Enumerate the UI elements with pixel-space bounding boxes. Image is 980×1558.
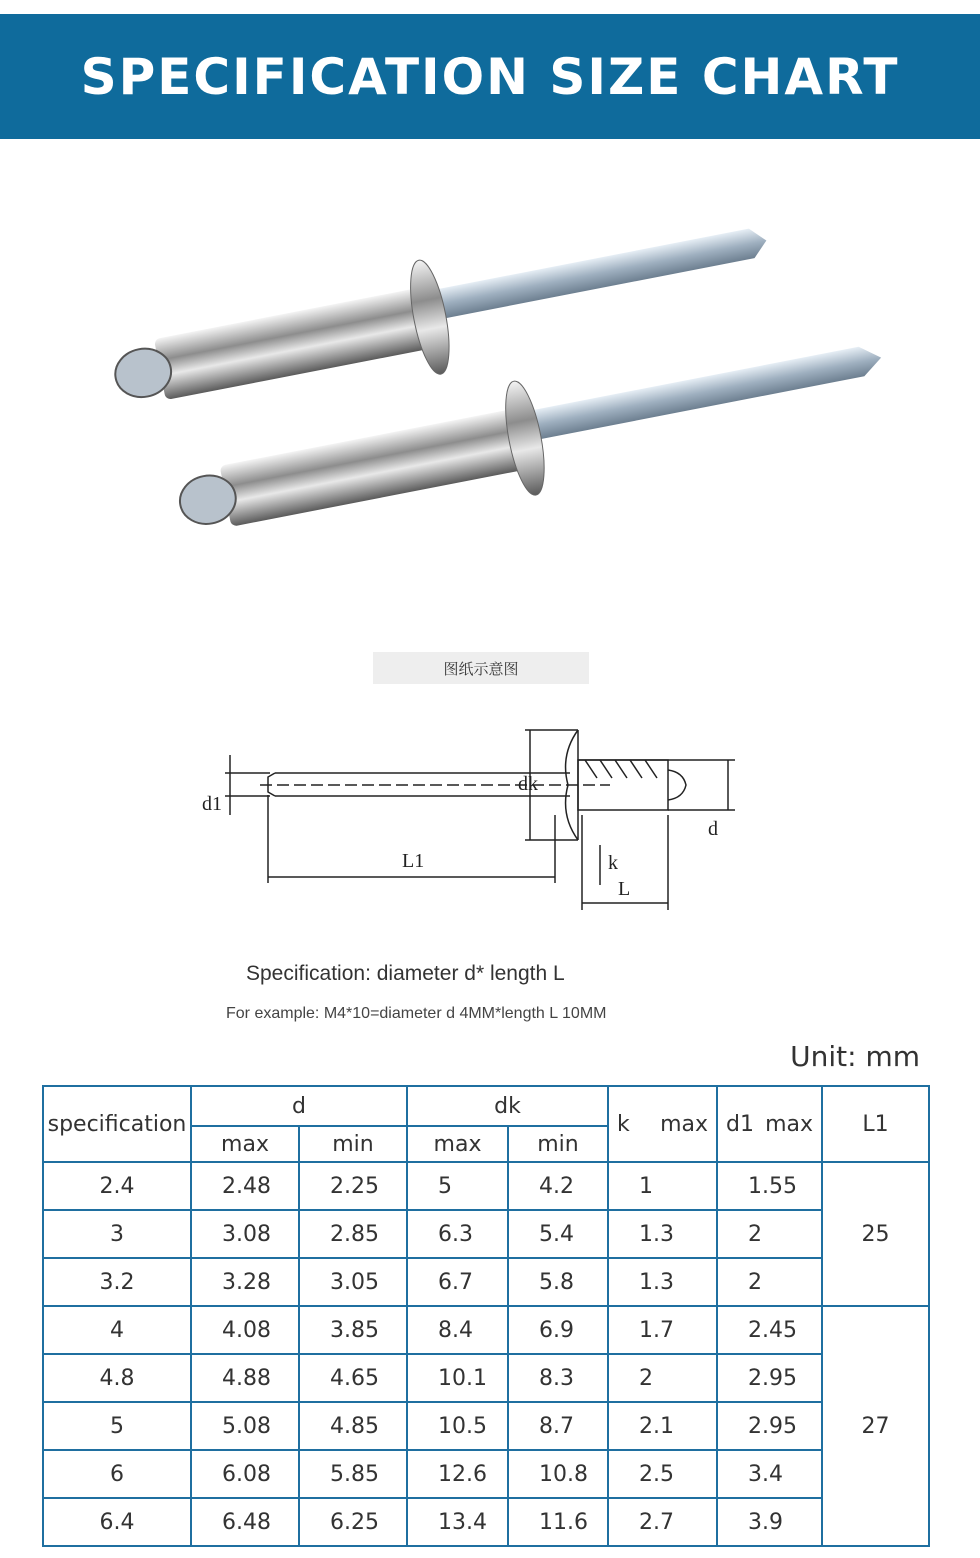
cell-spec: 5 [43,1402,191,1450]
cell-k-max: 1.7 [608,1306,717,1354]
size-table [42,1085,930,1547]
cell-spec: 4.8 [43,1354,191,1402]
cell-spec: 3.2 [43,1258,191,1306]
cell-d1-max: 2 [717,1258,822,1306]
cell-k-max: 2.7 [608,1498,717,1546]
cell-dk-min: 5.8 [508,1258,608,1306]
cell-dk-min: 11.6 [508,1498,608,1546]
cell-dk-min: 4.2 [508,1162,608,1210]
cell-spec: 6 [43,1450,191,1498]
cell-d1-max: 2.95 [717,1354,822,1402]
cell-dk-min: 8.3 [508,1354,608,1402]
cell-dk-max: 12.6 [407,1450,508,1498]
cell-dk-max: 6.3 [407,1210,508,1258]
cell-dk-min: 10.8 [508,1450,608,1498]
cell-k-max: 2 [608,1354,717,1402]
header-k-max-label: max [660,1111,708,1137]
cell-k-max: 2.1 [608,1402,717,1450]
cell-d-max: 4.88 [191,1354,299,1402]
cell-dk-min: 6.9 [508,1306,608,1354]
cell-dk-max: 6.7 [407,1258,508,1306]
diagram-label-l1: L1 [402,850,425,872]
table-row [43,1354,929,1402]
cell-dk-max: 13.4 [407,1498,508,1546]
header-l1: L1 [822,1086,929,1162]
cell-k-max: 1.3 [608,1258,717,1306]
cell-d-min: 5.85 [299,1450,407,1498]
cell-d-min: 6.25 [299,1498,407,1546]
header-d1-label: d1 [726,1111,754,1137]
table-row [43,1450,929,1498]
cell-k-max: 2.5 [608,1450,717,1498]
header-dk-min: min [508,1126,608,1162]
header-d1-max-label: max [765,1111,813,1137]
cell-d1-max: 3.9 [717,1498,822,1546]
cell-dk-max: 8.4 [407,1306,508,1354]
diagram-label-d1: d1 [202,793,222,815]
diagram-label-l: L [618,878,631,900]
cell-d1-max: 3.4 [717,1450,822,1498]
cell-k-max: 1 [608,1162,717,1210]
header-k-label: k [617,1111,630,1137]
cell-spec: 4 [43,1306,191,1354]
table-row [43,1162,929,1210]
header-d1-max [717,1086,822,1162]
specification-note: Specification: diameter d* length L [246,962,565,985]
diagram-label-k: k [608,852,618,874]
unit-label: Unit: mm [790,1040,920,1073]
header-d-min: min [299,1126,407,1162]
header-specification: specification [43,1086,191,1162]
table-row [43,1210,929,1258]
cell-d-max: 4.08 [191,1306,299,1354]
cell-d-max: 5.08 [191,1402,299,1450]
diagram-caption: 图纸示意图 [373,652,589,684]
cell-d1-max: 2 [717,1210,822,1258]
cell-d-min: 3.85 [299,1306,407,1354]
title-banner [0,14,980,139]
cell-dk-max: 10.5 [407,1402,508,1450]
cell-spec: 2.4 [43,1162,191,1210]
header-d-max: max [191,1126,299,1162]
cell-dk-min: 5.4 [508,1210,608,1258]
cell-d1-max: 1.55 [717,1162,822,1210]
table-row [43,1498,929,1546]
cell-d-max: 6.48 [191,1498,299,1546]
cell-l1-group-2: 27 [822,1306,929,1546]
header-dk-max: max [407,1126,508,1162]
cell-d1-max: 2.45 [717,1306,822,1354]
cell-d-min: 4.85 [299,1402,407,1450]
cell-dk-max: 10.1 [407,1354,508,1402]
cell-k-max: 1.3 [608,1210,717,1258]
cell-l1-group-1: 25 [822,1162,929,1306]
diagram-label-d: d [708,818,718,840]
cell-d-min: 2.25 [299,1162,407,1210]
cell-d1-max: 2.95 [717,1402,822,1450]
cell-d-max: 2.48 [191,1162,299,1210]
cell-d-max: 6.08 [191,1450,299,1498]
cell-spec: 6.4 [43,1498,191,1546]
header-k-max [608,1086,717,1162]
header-dk: dk [407,1086,608,1126]
table-row [43,1258,929,1306]
header-d: d [191,1086,407,1126]
cell-dk-max: 5 [407,1162,508,1210]
cell-d-max: 3.08 [191,1210,299,1258]
table-row [43,1402,929,1450]
rivet-photo [60,200,920,560]
example-note: For example: M4*10=diameter d 4MM*length L 10MM [226,1005,607,1022]
cell-d-max: 3.28 [191,1258,299,1306]
cell-d-min: 2.85 [299,1210,407,1258]
cell-dk-min: 8.7 [508,1402,608,1450]
cell-d-min: 3.05 [299,1258,407,1306]
diagram-label-dk: dk [518,773,538,795]
cell-spec: 3 [43,1210,191,1258]
page-title: SPECIFICATION SIZE CHART [80,47,900,106]
cell-d-min: 4.65 [299,1354,407,1402]
table-row [43,1306,929,1354]
rivet-diagram [180,715,780,920]
